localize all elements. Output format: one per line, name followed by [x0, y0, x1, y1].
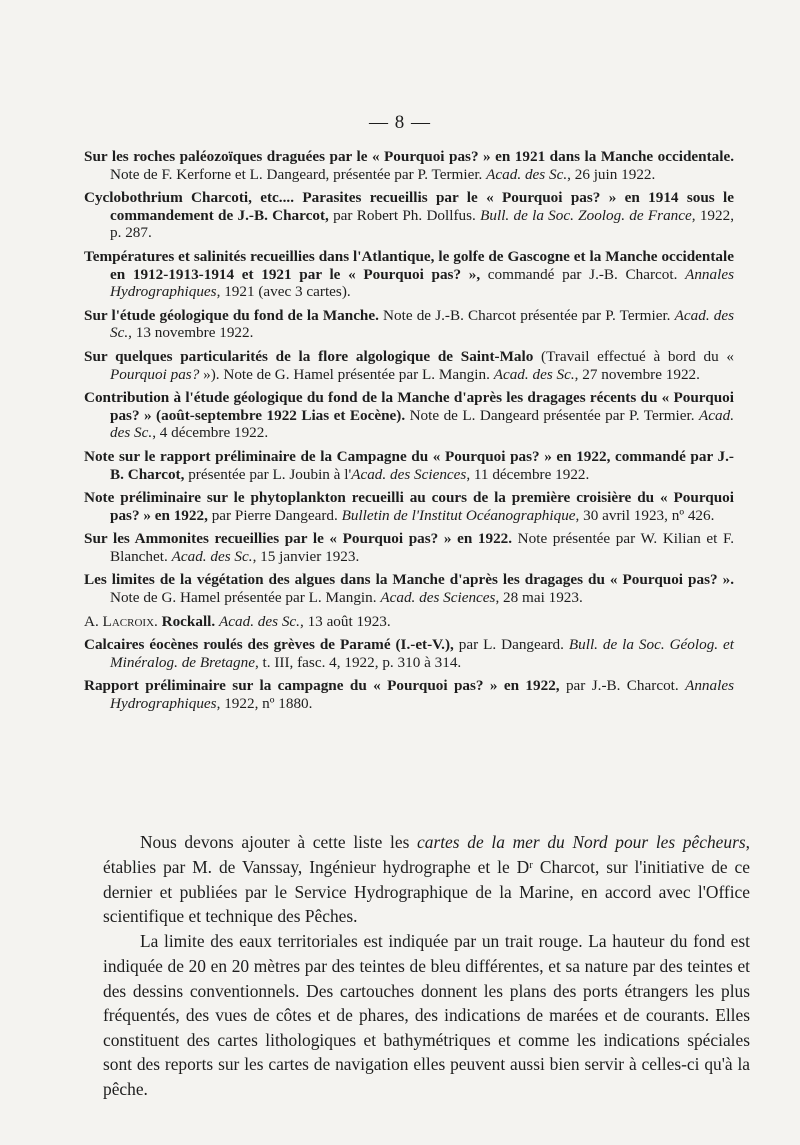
- reference-authors: Note de F. Kerforne et L. Dangeard, présentée par P. Termier.: [110, 165, 487, 183]
- reference-title: Les limites de la végétation des algues dans la Manche d'après les dragages du « Pourquoi pas? ».: [84, 571, 734, 589]
- reference-source: Acad. des Sc.: [219, 612, 300, 630]
- reference-title: Températures et salinités recueillies dans l'Atlantique, le golfe de Gascogne et la Manche occidentale en 1912-1913-1914 et 1921 par le « Pourquoi pas? »,: [84, 247, 734, 283]
- reference-title: Contribution à l'étude géologique du fond de la Manche d'après les dragages récents du « Pourquoi pas? » (août-septembre 1922 Lias et Eocène).: [84, 389, 734, 424]
- reference-title: Sur les roches paléozoïques draguées par le « Pourquoi pas? » en 1921 dans la Manche occidentale.: [84, 148, 734, 165]
- reference-authors: »). Note de G. Hamel présentée par L. Mangin.: [199, 365, 494, 383]
- reference-title: Sur l'étude géologique du fond de la Manche.: [84, 306, 379, 324]
- reference-item: [84, 677, 734, 712]
- reference-item: [84, 636, 734, 671]
- reference-authors: Note présentée par W. Kilian et F. Blanchet.: [110, 530, 734, 565]
- reference-source: Acad. des Sc.: [110, 306, 734, 342]
- reference-authors: par Robert Ph. Dollfus.: [328, 206, 481, 224]
- reference-date: , 28 mai 1923.: [495, 589, 583, 607]
- reference-date: , 1922, p. 287.: [110, 206, 735, 242]
- reference-title: Sur quelques particularités de la flore algologique de Saint-Malo: [84, 347, 534, 365]
- reference-item: [84, 489, 734, 524]
- reference-source: Annales Hydrographiques: [110, 677, 734, 713]
- reference-source: Acad. des Sciences: [351, 465, 467, 483]
- reference-item: [84, 571, 734, 606]
- reference-item: [84, 613, 734, 631]
- reference-date: , 1921 (avec 3 cartes).: [216, 283, 351, 301]
- reference-date: , 4 décembre 1922.: [152, 424, 269, 442]
- reference-title: Rockall.: [157, 612, 216, 630]
- reference-item: [84, 448, 734, 483]
- reference-item: [84, 189, 734, 242]
- reference-date: , 26 juin 1922.: [567, 165, 656, 183]
- reference-source: Acad. des Sciences: [380, 589, 496, 607]
- reference-title: Sur les Ammonites recueillies par le « Pourquoi pas? » en 1922.: [84, 530, 513, 548]
- reference-authors: présentée par L. Joubin à l': [184, 465, 352, 483]
- paragraph-text: , établies par M. de Vanssay, Ingénieur hydrographe et le Dʳ Charcot, sur l'initiative de ce dernier et publiées par le Service Hydrographique de la Marine, en accord avec l'Office scientifique et technique des Pêches.: [103, 832, 750, 927]
- reference-authors: par J.-B. Charcot.: [559, 677, 686, 695]
- reference-title: Cyclobothrium Charcoti, etc.... Parasites recueillis par le « Pourquoi pas? » en 1914 sous le commandement de J.-B. Charcot,: [84, 189, 734, 224]
- reference-title: Calcaires éocènes roulés des grèves de Paramé (I.-et-V.),: [84, 636, 454, 654]
- reference-authors: par L. Dangeard.: [453, 636, 569, 654]
- reference-title: Note préliminaire sur le phytoplankton recueilli au cours de la première croisière du « Pourquoi pas? » en 1922,: [84, 489, 734, 524]
- reference-date: , 1922, nº 1880.: [216, 695, 313, 713]
- reference-authors: par Pierre Dangeard.: [207, 506, 342, 524]
- reference-source: Bull. de la Soc. Géolog. et Minéralog. de Bretagne: [110, 636, 734, 671]
- reference-item: [84, 248, 734, 301]
- reference-authors: Note de J.-B. Charcot présentée par P. Termier.: [378, 306, 675, 324]
- reference-date: , t. III, fasc. 4, 1922, p. 310 à 314.: [254, 653, 462, 671]
- reference-source: Bulletin de l'Institut Océanographique: [341, 506, 576, 524]
- reference-author: A. Lacroix.: [84, 612, 158, 630]
- reference-source: Bull. de la Soc. Zoolog. de France: [480, 206, 692, 224]
- page-number: — 8 —: [369, 112, 431, 133]
- paragraph-text: Nous devons ajouter à cette liste les: [140, 832, 418, 853]
- reference-title: Rapport préliminaire sur la campagne du « Pourquoi pas? » en 1922,: [84, 677, 560, 695]
- reference-item: [84, 348, 734, 383]
- reference-date: , 11 décembre 1922.: [466, 465, 590, 483]
- reference-source: Annales Hydrographiques: [110, 265, 734, 301]
- reference-date: , 30 avril 1923, nº 426.: [575, 506, 715, 524]
- reference-item: [84, 530, 734, 565]
- reference-ship-name: Pourquoi pas?: [110, 365, 200, 383]
- reference-source: Acad. des Sc.: [493, 365, 575, 383]
- reference-list: [84, 148, 734, 719]
- reference-source: Acad. des Sc.: [110, 406, 735, 442]
- reference-date: , 15 janvier 1923.: [252, 547, 360, 565]
- reference-item: [84, 148, 734, 183]
- reference-item: [84, 307, 734, 342]
- reference-authors: Note de G. Hamel présentée par L. Mangin.: [110, 589, 381, 607]
- paragraph-emphasis: cartes de la mer du Nord pour les pêcheurs: [417, 832, 746, 853]
- reference-source: Acad. des Sc.: [171, 547, 253, 565]
- reference-title: Note sur le rapport préliminaire de la Campagne du « Pourquoi pas? » en 1922, commandé par J.-B. Charcot,: [84, 447, 734, 483]
- reference-date: , 13 août 1923.: [299, 612, 391, 630]
- body-paragraph: [103, 830, 750, 928]
- reference-authors: commandé par J.-B. Charcot.: [480, 265, 686, 283]
- reference-date: , 27 novembre 1922.: [574, 365, 700, 383]
- reference-authors: Note de L. Dangeard présentée par P. Termier.: [405, 406, 699, 424]
- reference-source: Acad. des Sc.: [486, 165, 568, 183]
- reference-authors: (Travail effectué à bord du «: [533, 347, 734, 365]
- reference-date: , 13 novembre 1922.: [128, 324, 254, 342]
- reference-item: [84, 389, 734, 442]
- body-paragraph: La limite des eaux territoriales est indiquée par un trait rouge. La hauteur du fond est indiquée de 20 en 20 mètres par des teintes de bleu différentes, et sa nature par des teintes et des dessins conventionnels. Des cartouches donnent les plans des ports étrangers les plus fréquentés, des vues de côtes et de phares, des indications de marées et de courants. Elles constituent des cartes lithologiques et bathymétriques et comme les indications spéciales sont des reports sur les cartes de navigation elles peuvent aussi bien servir à celles-ci qu'à la pêche.: [103, 931, 750, 1099]
